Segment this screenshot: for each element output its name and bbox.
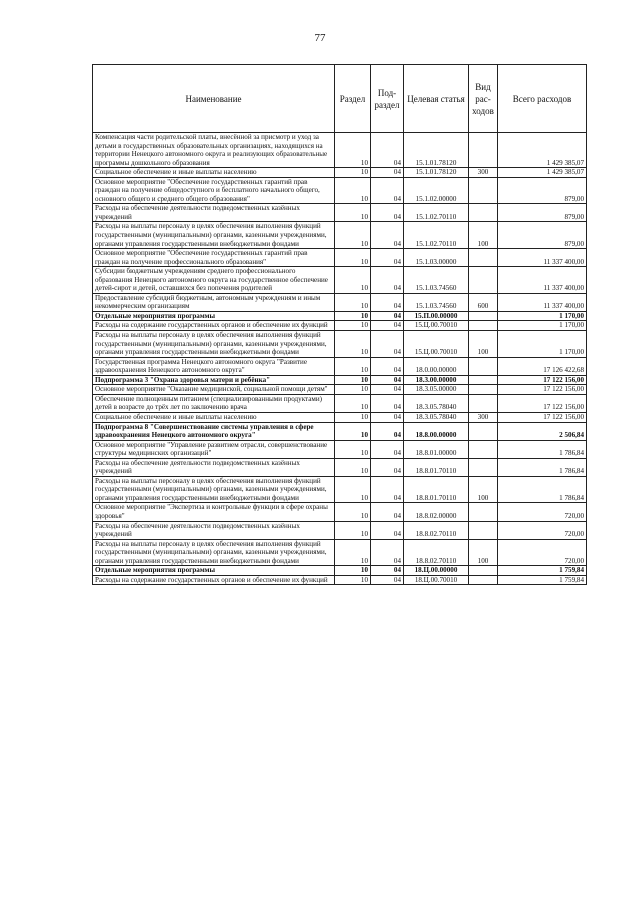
row-name-cell: Расходы на содержание государственных органов и обеспечение их функций — [93, 321, 335, 331]
table-body — [93, 133, 587, 585]
table-row — [93, 375, 587, 385]
row-podrazdel-cell: 04 — [371, 385, 404, 395]
row-total-cell: 1 786,84 — [498, 440, 587, 458]
row-podrazdel-cell: 04 — [371, 422, 404, 440]
row-celevaya-cell: 18.3.05.00000 — [404, 385, 469, 395]
table-row — [93, 476, 587, 503]
table-row — [93, 321, 587, 331]
row-podrazdel-cell: 04 — [371, 566, 404, 576]
table-row — [93, 331, 587, 358]
row-total-cell: 17 126 422,68 — [498, 357, 587, 375]
row-celevaya-cell: 18.8.00.00000 — [404, 422, 469, 440]
table-row — [93, 133, 587, 168]
row-vid-cell — [469, 503, 498, 521]
row-total-cell: 1 429 385,07 — [498, 168, 587, 178]
row-vid-cell — [469, 394, 498, 412]
row-podrazdel-cell: 04 — [371, 293, 404, 311]
row-total-cell: 720,00 — [498, 503, 587, 521]
row-name-cell: Подпрограмма 8 "Совершенствование системы управления в сфере здравоохранения Ненецкого автономного округа" — [93, 422, 335, 440]
row-vid-cell: 100 — [469, 222, 498, 249]
row-podrazdel-cell: 04 — [371, 394, 404, 412]
row-name-cell: Расходы на выплаты персоналу в целях обеспечения выполнения функций государственными (муниципальными) органами, казенными учреждениями, органами управления государственными внебюджетными фондами — [93, 476, 335, 503]
page-number: 77 — [314, 32, 326, 44]
table-row — [93, 311, 587, 321]
table-row — [93, 177, 587, 204]
row-vid-cell: 300 — [469, 412, 498, 422]
row-total-cell: 1 170,00 — [498, 331, 587, 358]
table-row — [93, 422, 587, 440]
row-total-cell: 879,00 — [498, 177, 587, 204]
row-total-cell: 1 786,84 — [498, 458, 587, 476]
row-podrazdel-cell: 04 — [371, 249, 404, 267]
row-total-cell: 1 170,00 — [498, 311, 587, 321]
table-row — [93, 385, 587, 395]
row-celevaya-cell: 15.1.03.74560 — [404, 293, 469, 311]
row-celevaya-cell: 15.1.01.78120 — [404, 168, 469, 178]
row-vid-cell: 100 — [469, 476, 498, 503]
row-podrazdel-cell: 04 — [371, 168, 404, 178]
table-row — [93, 503, 587, 521]
row-razdel-cell: 10 — [335, 249, 371, 267]
row-vid-cell: 100 — [469, 331, 498, 358]
row-razdel-cell: 10 — [335, 440, 371, 458]
row-vid-cell — [469, 521, 498, 539]
row-podrazdel-cell: 04 — [371, 204, 404, 222]
row-vid-cell — [469, 267, 498, 294]
row-razdel-cell: 10 — [335, 575, 371, 585]
table-row — [93, 204, 587, 222]
row-razdel-cell: 10 — [335, 293, 371, 311]
row-vid-cell — [469, 375, 498, 385]
row-razdel-cell: 10 — [335, 375, 371, 385]
table-row — [93, 412, 587, 422]
row-celevaya-cell: 15.Ц.00.70010 — [404, 321, 469, 331]
row-celevaya-cell: 18.Ц.00.00000 — [404, 566, 469, 576]
row-celevaya-cell: 15.П.00.00000 — [404, 311, 469, 321]
row-celevaya-cell: 15.1.03.74560 — [404, 267, 469, 294]
header-row — [93, 65, 587, 133]
row-razdel-cell: 10 — [335, 412, 371, 422]
table-row — [93, 357, 587, 375]
table-row — [93, 222, 587, 249]
header-razdel: Раздел — [335, 65, 371, 133]
row-vid-cell: 600 — [469, 293, 498, 311]
row-name-cell: Расходы на обеспечение деятельности подведомственных казённых учреждений — [93, 521, 335, 539]
row-celevaya-cell: 18.8.02.70110 — [404, 521, 469, 539]
row-total-cell: 1 759,84 — [498, 575, 587, 585]
row-razdel-cell: 10 — [335, 394, 371, 412]
row-razdel-cell: 10 — [335, 331, 371, 358]
row-total-cell: 879,00 — [498, 222, 587, 249]
row-razdel-cell: 10 — [335, 566, 371, 576]
row-total-cell: 17 122 156,00 — [498, 385, 587, 395]
row-vid-cell — [469, 357, 498, 375]
row-name-cell: Основное мероприятие "Экспертиза и контрольные функции в сфере охраны здоровья" — [93, 503, 335, 521]
row-razdel-cell: 10 — [335, 311, 371, 321]
budget-table — [92, 64, 587, 585]
table-row — [93, 539, 587, 566]
row-total-cell: 1 759,84 — [498, 566, 587, 576]
row-name-cell: Расходы на обеспечение деятельности подведомственных казённых учреждений — [93, 204, 335, 222]
row-razdel-cell: 10 — [335, 168, 371, 178]
row-vid-cell — [469, 204, 498, 222]
row-podrazdel-cell: 04 — [371, 177, 404, 204]
row-name-cell: Компенсация части родительской платы, внесённой за присмотр и уход за детьми в государственных образовательных организациях, находящихся на территории Ненецкого автономного округа и реализующих образовательные программы дошкольного образования — [93, 133, 335, 168]
row-name-cell: Расходы на содержание государственных органов и обеспечение их функций — [93, 575, 335, 585]
row-podrazdel-cell: 04 — [371, 375, 404, 385]
row-razdel-cell: 10 — [335, 385, 371, 395]
table-row — [93, 168, 587, 178]
row-total-cell: 720,00 — [498, 521, 587, 539]
row-razdel-cell: 10 — [335, 267, 371, 294]
row-name-cell: Отдельные мероприятия программы — [93, 311, 335, 321]
row-razdel-cell: 10 — [335, 177, 371, 204]
row-name-cell: Основное мероприятие "Оказание медицинской, социальной помощи детям" — [93, 385, 335, 395]
row-podrazdel-cell: 04 — [371, 476, 404, 503]
row-name-cell: Обеспечение полноценным питанием (специализированными продуктами) детей в возрасте до трёх лет по заключению врача — [93, 394, 335, 412]
row-razdel-cell: 10 — [335, 321, 371, 331]
row-total-cell: 17 122 156,00 — [498, 394, 587, 412]
row-total-cell: 1 170,00 — [498, 321, 587, 331]
row-vid-cell — [469, 575, 498, 585]
row-vid-cell — [469, 321, 498, 331]
row-celevaya-cell: 18.Ц.00.70010 — [404, 575, 469, 585]
row-total-cell: 11 337 400,00 — [498, 293, 587, 311]
row-name-cell: Расходы на выплаты персоналу в целях обеспечения выполнения функций государственными (муниципальными) органами, казенными учреждениями, органами управления государственными внебюджетными фондами — [93, 331, 335, 358]
row-vid-cell — [469, 249, 498, 267]
row-celevaya-cell: 15.1.02.00000 — [404, 177, 469, 204]
header-name: Наименование — [93, 65, 335, 133]
row-name-cell: Субсидии бюджетным учреждениям среднего профессионального образования Ненецкого автономного округа на государственное обеспечение детей-сирот и детей, оставшихся без попечения родителей — [93, 267, 335, 294]
row-razdel-cell: 10 — [335, 503, 371, 521]
row-podrazdel-cell: 04 — [371, 331, 404, 358]
table-row — [93, 458, 587, 476]
table-row — [93, 440, 587, 458]
row-total-cell: 2 506,84 — [498, 422, 587, 440]
row-podrazdel-cell: 04 — [371, 412, 404, 422]
row-name-cell: Расходы на выплаты персоналу в целях обеспечения выполнения функций государственными (муниципальными) органами, казенными учреждениями, органами управления государственными внебюджетными фондами — [93, 539, 335, 566]
row-celevaya-cell: 18.3.05.78040 — [404, 412, 469, 422]
row-celevaya-cell: 18.8.02.70110 — [404, 539, 469, 566]
row-razdel-cell: 10 — [335, 521, 371, 539]
row-celevaya-cell: 15.Ц.00.70010 — [404, 331, 469, 358]
row-podrazdel-cell: 04 — [371, 222, 404, 249]
row-celevaya-cell: 18.3.05.78040 — [404, 394, 469, 412]
header-podrazdel: Под-раздел — [371, 65, 404, 133]
row-vid-cell — [469, 311, 498, 321]
row-razdel-cell: 10 — [335, 222, 371, 249]
row-celevaya-cell: 18.0.00.00000 — [404, 357, 469, 375]
row-razdel-cell: 10 — [335, 539, 371, 566]
row-podrazdel-cell: 04 — [371, 575, 404, 585]
row-podrazdel-cell: 04 — [371, 503, 404, 521]
row-celevaya-cell: 15.1.03.00000 — [404, 249, 469, 267]
row-podrazdel-cell: 04 — [371, 133, 404, 168]
row-razdel-cell: 10 — [335, 476, 371, 503]
row-vid-cell — [469, 422, 498, 440]
row-vid-cell — [469, 566, 498, 576]
header-vid: Вид рас-ходов — [469, 65, 498, 133]
row-vid-cell — [469, 177, 498, 204]
row-vid-cell — [469, 133, 498, 168]
row-podrazdel-cell: 04 — [371, 440, 404, 458]
row-podrazdel-cell: 04 — [371, 458, 404, 476]
table-row — [93, 394, 587, 412]
row-name-cell: Предоставление субсидий бюджетным, автономным учреждениям и иным некоммерческим организациям — [93, 293, 335, 311]
row-total-cell: 11 337 400,00 — [498, 249, 587, 267]
row-vid-cell — [469, 440, 498, 458]
row-podrazdel-cell: 04 — [371, 321, 404, 331]
row-celevaya-cell: 18.8.02.00000 — [404, 503, 469, 521]
row-razdel-cell: 10 — [335, 458, 371, 476]
row-podrazdel-cell: 04 — [371, 311, 404, 321]
header-celevaya: Целевая статья — [404, 65, 469, 133]
row-celevaya-cell: 15.1.01.78120 — [404, 133, 469, 168]
table-row — [93, 566, 587, 576]
row-podrazdel-cell: 04 — [371, 539, 404, 566]
row-name-cell: Социальное обеспечение и иные выплаты населению — [93, 412, 335, 422]
row-vid-cell: 300 — [469, 168, 498, 178]
row-celevaya-cell: 15.1.02.70110 — [404, 222, 469, 249]
row-vid-cell: 100 — [469, 539, 498, 566]
table-row — [93, 575, 587, 585]
row-vid-cell — [469, 458, 498, 476]
table-row — [93, 293, 587, 311]
row-name-cell: Отдельные мероприятия программы — [93, 566, 335, 576]
row-celevaya-cell: 18.8.01.70110 — [404, 458, 469, 476]
header-total: Всего расходов — [498, 65, 587, 133]
row-total-cell: 720,00 — [498, 539, 587, 566]
row-podrazdel-cell: 04 — [371, 521, 404, 539]
row-razdel-cell: 10 — [335, 357, 371, 375]
row-name-cell: Расходы на выплаты персоналу в целях обеспечения выполнения функций государственными (муниципальными) органами, казенными учреждениями, органами управления государственными внебюджетными фондами — [93, 222, 335, 249]
row-razdel-cell: 10 — [335, 204, 371, 222]
row-razdel-cell: 10 — [335, 133, 371, 168]
row-name-cell: Основное мероприятие "Обеспечение государственных гарантий прав граждан на получение общедоступного и бесплатного начального общего, основного общего и среднего общего образования" — [93, 177, 335, 204]
table-row — [93, 267, 587, 294]
row-total-cell: 879,00 — [498, 204, 587, 222]
row-total-cell: 17 122 156,00 — [498, 375, 587, 385]
row-total-cell: 1 429 385,07 — [498, 133, 587, 168]
row-name-cell: Государственная программа Ненецкого автономного округа "Развитие здравоохранения Ненецкого автономного округа" — [93, 357, 335, 375]
row-name-cell: Расходы на обеспечение деятельности подведомственных казённых учреждений — [93, 458, 335, 476]
row-total-cell: 1 786,84 — [498, 476, 587, 503]
row-podrazdel-cell: 04 — [371, 267, 404, 294]
table-row — [93, 249, 587, 267]
row-name-cell: Социальное обеспечение и иные выплаты населению — [93, 168, 335, 178]
table-row — [93, 521, 587, 539]
row-celevaya-cell: 15.1.02.70110 — [404, 204, 469, 222]
row-vid-cell — [469, 385, 498, 395]
row-celevaya-cell: 18.3.00.00000 — [404, 375, 469, 385]
row-name-cell: Основное мероприятие "Управление развитием отрасли, совершенствование структуры медицинских организаций" — [93, 440, 335, 458]
row-name-cell: Основное мероприятие "Обеспечение государственных гарантий прав граждан на получение профессионального образования" — [93, 249, 335, 267]
row-celevaya-cell: 18.8.01.70110 — [404, 476, 469, 503]
row-celevaya-cell: 18.8.01.00000 — [404, 440, 469, 458]
row-total-cell: 11 337 400,00 — [498, 267, 587, 294]
row-razdel-cell: 10 — [335, 422, 371, 440]
row-podrazdel-cell: 04 — [371, 357, 404, 375]
row-name-cell: Подпрограмма 3 "Охрана здоровья матери и ребёнка" — [93, 375, 335, 385]
row-total-cell: 17 122 156,00 — [498, 412, 587, 422]
